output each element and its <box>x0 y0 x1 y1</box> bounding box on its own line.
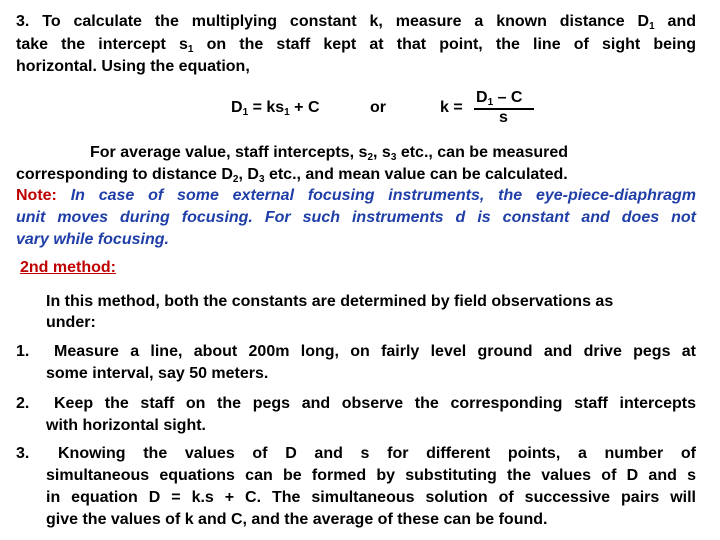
step-2-line-2: with horizontal sight. <box>46 417 206 434</box>
intro-line-2: take the intercept $s_1$ on the staff kept at that point, the line of sight being <box>16 36 696 55</box>
equation-k-equals: k = <box>440 99 463 116</box>
equation-left: $D_1 = ks_1 + C$ <box>231 99 320 118</box>
note-line-1: Note: In case of some external focusing instruments, the eye-piece-diaphragm <box>16 187 696 204</box>
method-2-heading: 2nd method: <box>20 259 116 276</box>
note-line-2: unit moves during focusing. For such instruments d is constant and does not <box>16 209 696 226</box>
step-2-number: 2. <box>16 395 30 412</box>
average-line-2: corresponding to distance $D_2$, $D_3$ etc., and mean value can be calculated. <box>16 166 568 185</box>
method-2-para-line-2: under: <box>46 314 96 331</box>
note-label: Note: <box>16 187 57 204</box>
note-line-3: vary while focusing. <box>16 231 169 248</box>
step-1-line-2: some interval, say 50 meters. <box>46 365 269 382</box>
step-1-number: 1. <box>16 343 30 360</box>
fraction-numerator: $D_1$ – C <box>476 89 523 108</box>
method-2-para-line-1: In this method, both the constants are determined by field observations as <box>46 293 614 310</box>
equation-or: or <box>370 99 386 116</box>
step-1-line-1: Measure a line, about 200m long, on fairly level ground and drive pegs at <box>54 343 696 360</box>
fraction-denominator: s <box>499 109 508 126</box>
step-3-line-2: simultaneous equations can be formed by substituting the values of D and s <box>46 467 696 484</box>
step-2-line-1: Keep the staff on the pegs and observe the corresponding staff intercepts <box>54 395 696 412</box>
step-3-line-4: give the values of k and C, and the average of these can be found. <box>46 511 548 528</box>
step-3-number: 3. <box>16 445 30 462</box>
average-line-1: For average value, staff intercepts, $s_2$, $s_3$ etc., can be measured <box>90 144 569 163</box>
step-3-line-3: in equation D = k.s + C. The simultaneous solution of successive pairs will <box>46 489 696 506</box>
intro-line-3: horizontal. Using the equation, <box>16 58 250 75</box>
step-3-line-1: Knowing the values of D and s for different points, a number of <box>58 445 696 462</box>
intro-line-1: 3. To calculate the multiplying constant k, measure a known distance $D_1$ and <box>16 13 697 32</box>
